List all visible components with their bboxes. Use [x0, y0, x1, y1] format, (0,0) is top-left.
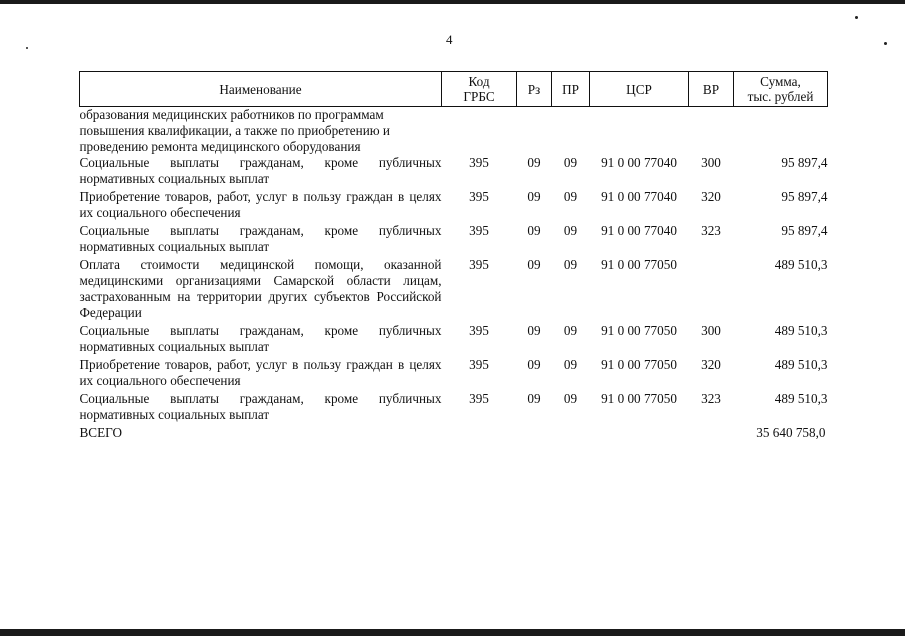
- row-pr: 09: [563, 357, 578, 372]
- row-pr: 09: [563, 189, 578, 204]
- table-row: [80, 323, 828, 357]
- scan-speck: [26, 47, 28, 49]
- header-name: Наименование: [80, 72, 442, 107]
- row-csr: 91 0 00 77040: [601, 223, 677, 238]
- row-sum: 95 897,4: [781, 189, 828, 204]
- table-row: [80, 189, 828, 223]
- row-csr: 91 0 00 77050: [601, 391, 677, 406]
- row-rz: 09: [527, 189, 541, 204]
- row-csr: 91 0 00 77040: [601, 189, 677, 204]
- scan-speck: [855, 16, 858, 19]
- continuation-text: образования медицинских работников по программам повышения квалификации, а также по приобретению и проведению ремонта медицинского оборудования: [79, 107, 390, 154]
- header-sum: Сумма, тыс. рублей: [734, 72, 828, 107]
- header-vr: ВР: [689, 72, 734, 107]
- row-rz: 09: [527, 391, 541, 406]
- row-rz: 09: [527, 257, 541, 272]
- header-pr: ПР: [552, 72, 590, 107]
- budget-table: [79, 71, 828, 441]
- scan-border-bottom: [0, 629, 905, 636]
- row-sum: 95 897,4: [781, 155, 828, 170]
- row-vr: 320: [701, 357, 721, 372]
- row-grbs: 395: [469, 357, 489, 372]
- scan-border-top: [0, 0, 905, 4]
- row-rz: 09: [527, 223, 541, 238]
- total-sum: 35 640 758,0: [756, 425, 826, 440]
- row-vr: 323: [701, 223, 721, 238]
- row-csr: 91 0 00 77040: [601, 155, 677, 170]
- page-number: 4: [446, 32, 453, 47]
- row-vr: 323: [701, 391, 721, 406]
- row-name: Приобретение товаров, работ, услуг в пользу граждан в целях их социального обеспечения: [79, 189, 442, 220]
- row-sum: 489 510,3: [774, 391, 828, 406]
- table-row: [80, 257, 828, 323]
- row-vr: 300: [701, 323, 721, 338]
- table-row: [80, 391, 828, 425]
- row-pr: 09: [563, 223, 578, 238]
- row-sum: 489 510,3: [774, 257, 828, 272]
- row-pr: 09: [563, 323, 578, 338]
- row-pr: 09: [563, 391, 578, 406]
- row-rz: 09: [527, 357, 541, 372]
- continuation-row: [80, 107, 828, 156]
- row-name: Приобретение товаров, работ, услуг в пользу граждан в целях их социального обеспечения: [79, 357, 442, 388]
- table-row: [80, 357, 828, 391]
- row-sum: 95 897,4: [781, 223, 828, 238]
- row-grbs: 395: [469, 189, 489, 204]
- row-rz: 09: [527, 155, 541, 170]
- header-rz: Рз: [517, 72, 552, 107]
- table-row: [80, 155, 828, 189]
- row-name: Оплата стоимости медицинской помощи, оказанной медицинскими организациями Самарской области лицам, застрахованным на территории других субъектов Российской Федерации: [79, 257, 442, 320]
- header-grbs: Код ГРБС: [442, 72, 517, 107]
- row-grbs: 395: [469, 391, 489, 406]
- header-csr: ЦСР: [590, 72, 689, 107]
- row-sum: 489 510,3: [774, 323, 828, 338]
- scan-speck: [884, 42, 887, 45]
- row-vr: 300: [701, 155, 721, 170]
- row-grbs: 395: [469, 223, 489, 238]
- row-sum: 489 510,3: [774, 357, 828, 372]
- total-row: [80, 425, 828, 441]
- row-name: Социальные выплаты гражданам, кроме публичных нормативных социальных выплат: [79, 323, 442, 354]
- row-pr: 09: [563, 257, 578, 272]
- row-csr: 91 0 00 77050: [601, 323, 677, 338]
- row-csr: 91 0 00 77050: [601, 357, 677, 372]
- row-rz: 09: [527, 323, 541, 338]
- row-grbs: 395: [469, 257, 489, 272]
- row-vr: 320: [701, 189, 721, 204]
- row-name: Социальные выплаты гражданам, кроме публичных нормативных социальных выплат: [79, 155, 442, 186]
- total-label: ВСЕГО: [79, 425, 122, 440]
- row-vr: [689, 257, 734, 323]
- row-name: Социальные выплаты гражданам, кроме публичных нормативных социальных выплат: [79, 223, 442, 254]
- table-header-row: [80, 72, 828, 107]
- row-grbs: 395: [469, 323, 489, 338]
- row-pr: 09: [563, 155, 578, 170]
- row-name: Социальные выплаты гражданам, кроме публичных нормативных социальных выплат: [79, 391, 442, 422]
- row-csr: 91 0 00 77050: [601, 257, 677, 272]
- row-grbs: 395: [469, 155, 489, 170]
- table-row: [80, 223, 828, 257]
